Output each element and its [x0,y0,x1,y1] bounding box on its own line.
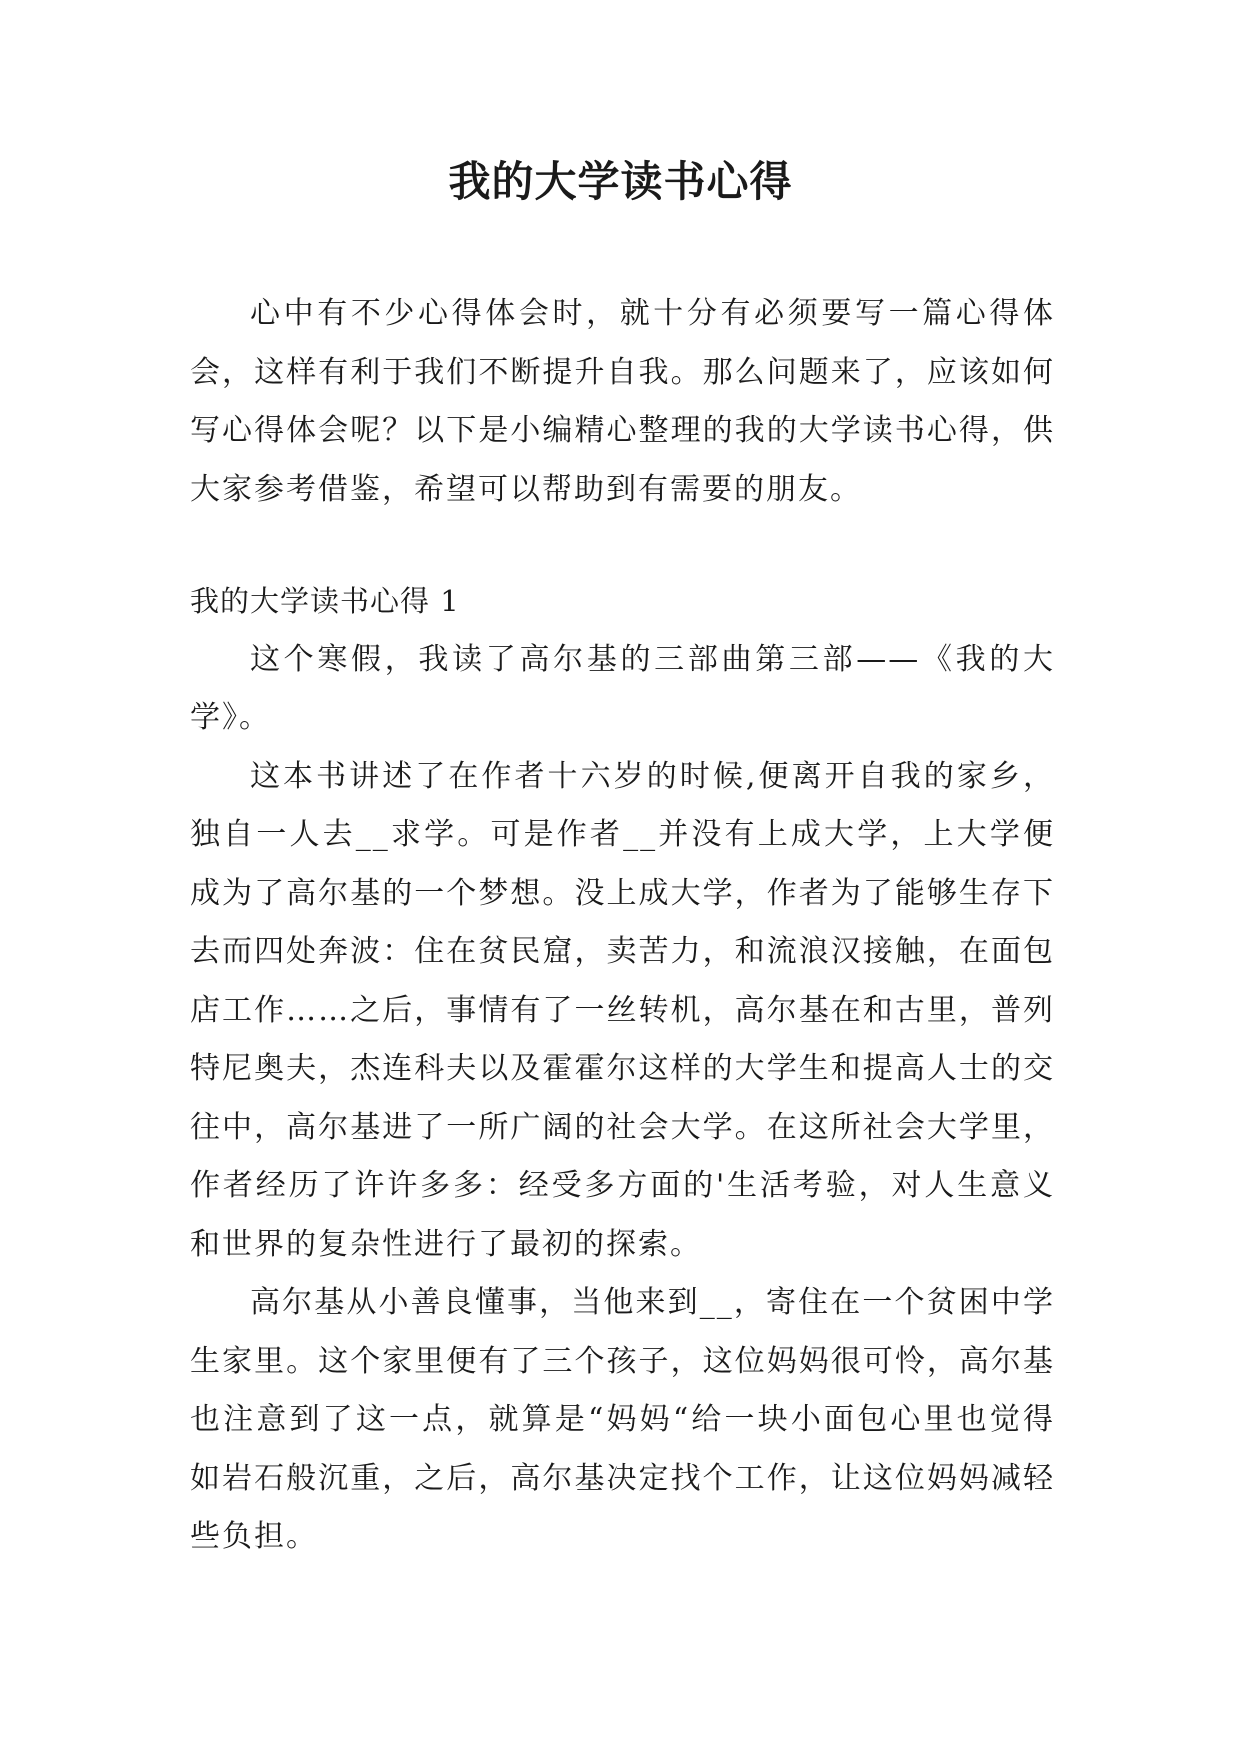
intro-paragraph: 心中有不少心得体会时，就十分有必须要写一篇心得体会，这样有利于我们不断提升自我。那么问题来了，应该如何写心得体会呢？以下是小编精心整理的我的大学读书心得，供大家参考借鉴，希望可以帮助到有需要的朋友。 [190,296,1055,507]
body-paragraph: 这本书讲述了在作者十六岁的时候,便离开自我的家乡，独自一人去__求学。可是作者__并没有上成大学，上大学便成为了高尔基的一个梦想。没上成大学，作者为了能够生存下去而四处奔波：住在贫民窟，卖苦力，和流浪汉接触，在面包店工作……之后，事情有了一丝转机，高尔基在和古里，普列特尼奥夫，杰连科夫以及霍霍尔这样的大学生和提高人士的交往中，高尔基进了一所广阔的社会大学。在这所社会大学里，作者经历了许许多多：经受多方面的'生活考验，对人生意义和世界的复杂性进行了最初的探索。 [190,758,1055,1262]
document-body [190,285,1055,1567]
document-title: 我的大学读书心得 [448,157,793,206]
section-heading: 我的大学读书心得 1 [190,584,460,618]
body-paragraph: 这个寒假，我读了高尔基的三部曲第三部——《我的大学》。 [190,641,1055,735]
body-paragraph: 高尔基从小善良懂事，当他来到__，寄住在一个贫困中学生家里。这个家里便有了三个孩子，这位妈妈很可怜，高尔基也注意到了这一点，就算是“妈妈“给一块小面包心里也觉得如岩石般沉重，之后，高尔基决定找个工作，让这位妈妈减轻些负担。 [190,1285,1055,1554]
